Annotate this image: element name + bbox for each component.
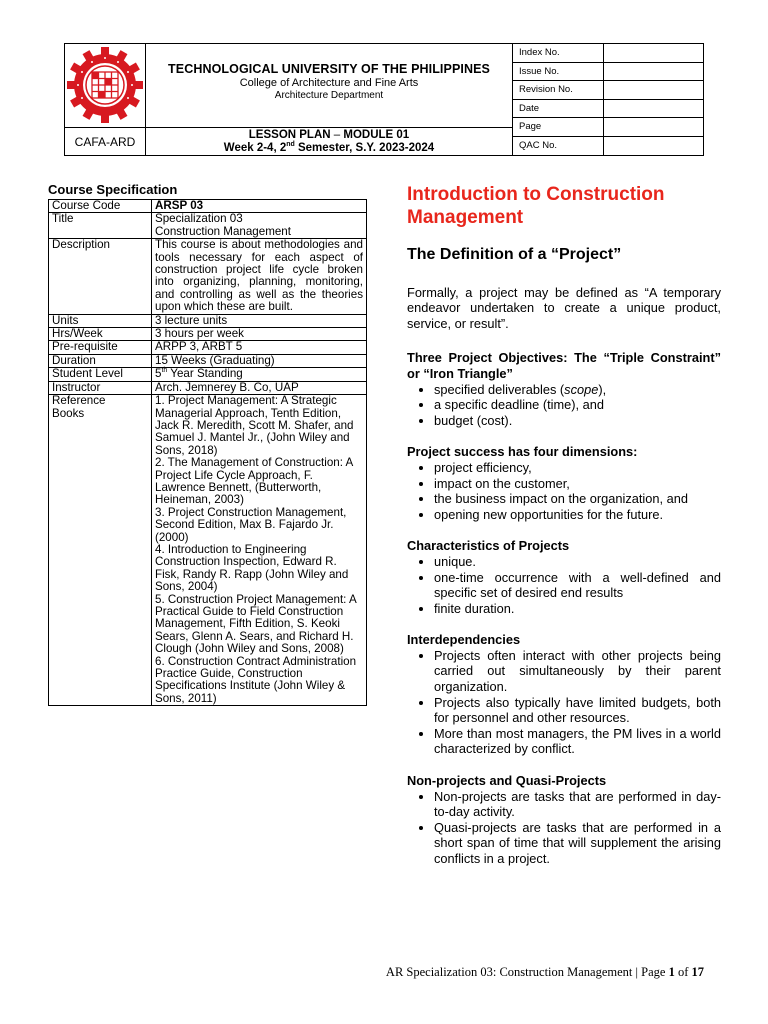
table-row [49, 354, 367, 367]
level-label: Student Level [49, 368, 152, 381]
non-projects-list [407, 789, 721, 867]
meta-row [513, 100, 704, 119]
footer-of: of [674, 965, 692, 979]
reference-item: 5. Construction Project Management: A Practical Guide to Field Construction Management, Fifth Edition, S. Keoki Sears, Glenn A. Sears, and Richard H. Clough (John Wiley and Sons, 2008) [155, 592, 357, 656]
reference-item: 3. Project Construction Management, Second Edition, Max B. Fajardo Jr. (2000) [155, 505, 347, 544]
prereq-label: Pre-requisite [49, 341, 152, 354]
college-name: College of Architecture and Fine Arts [239, 77, 419, 89]
university-block [146, 44, 512, 128]
page-footer [386, 965, 704, 980]
desc-value: This course is about methodologies and tools necessary for each aspect of construction project life cycle broken into organizing, planning, monitoring, and controlling as well as the theories upon which these are built. [152, 239, 367, 314]
lesson-plan-label: LESSON PLAN [248, 129, 331, 141]
reference-item: 2. The Management of Construction: A Project Life Cycle Approach, F. Lawrence Bennett, (Butterworth, Heineman, 2003) [155, 456, 353, 507]
meta-row [513, 44, 704, 63]
meta-value [604, 63, 704, 81]
meta-label: QAC No. [513, 137, 604, 156]
department-code: CAFA-ARD [65, 128, 146, 156]
characteristics-list [407, 554, 721, 616]
success-heading: Project success has four dimensions: [407, 444, 638, 460]
interdependencies-list [407, 648, 721, 757]
title-label: Title [49, 213, 152, 239]
reference-item: 1. Project Management: A Strategic Managerial Approach, Tenth Edition, Jack R. Meredith, Scott M. Shafer, and Samuel J. Mantel Jr., (John Wiley and Sons, 2018) [155, 394, 354, 457]
instructor-label: Instructor [49, 381, 152, 394]
table-row [49, 381, 367, 394]
reference-label-2: Books [52, 406, 85, 420]
reference-list [152, 395, 367, 706]
title-value [152, 213, 367, 239]
department-name: Architecture Department [274, 90, 384, 101]
meta-row [513, 81, 704, 100]
section-subtitle: The Definition of a “Project” [407, 246, 622, 263]
course-spec-table [48, 199, 367, 706]
lesson-plan-dash: – [330, 129, 344, 141]
table-row [49, 341, 367, 354]
semester-text: Semester, S.Y. 2023-2024 [294, 142, 435, 154]
title-line-2: Construction Management [155, 224, 291, 238]
table-row [49, 395, 367, 706]
list-item: • project efficiency, [434, 460, 721, 476]
units-value: 3 lecture units [152, 314, 367, 327]
reference-label [49, 395, 152, 706]
lesson-plan-block [146, 128, 512, 156]
meta-value [604, 44, 704, 62]
level-number: 5 [155, 367, 162, 381]
triple-constraint-list [407, 382, 721, 429]
meta-row [513, 63, 704, 82]
list-item [434, 382, 721, 398]
week-semester [146, 142, 512, 155]
code-label: Course Code [49, 200, 152, 213]
list-item: • opening new opportunities for the future. [434, 507, 721, 523]
level-text: Year Standing [167, 367, 243, 381]
list-item: • a specific deadline (time), and [434, 397, 721, 413]
item-text: specified deliverables ( [434, 381, 565, 397]
meta-value [604, 137, 704, 156]
reference-item: 4. Introduction to Engineering Construction Inspection, Edward R. Fisk, Randy R. Rapp (John Wiley and Sons, 2004) [155, 542, 349, 594]
week-sup: nd [286, 141, 295, 149]
list-item: • finite duration. [434, 601, 721, 617]
list-item: • impact on the customer, [434, 476, 721, 492]
list-item: • Non-projects are tasks that are performed in day-to-day activity. [434, 789, 721, 820]
meta-row [513, 137, 704, 156]
table-row [49, 314, 367, 327]
characteristics-heading: Characteristics of Projects [407, 538, 570, 554]
lesson-content [407, 183, 721, 867]
course-spec-title: Course Specification [48, 182, 178, 197]
meta-row [513, 118, 704, 137]
list-item: • More than most managers, the PM lives in a world characterized by conflict. [434, 726, 721, 757]
list-item: • Projects also typically have limited budgets, both for personnel and other resources. [434, 695, 721, 726]
triple-constraint-heading: Three Project Objectives: The “Triple Constraint” or “Iron Triangle” [407, 350, 721, 381]
duration-value: 15 Weeks (Graduating) [152, 354, 367, 367]
list-item: • budget (cost). [434, 413, 721, 429]
code-value: ARSP 03 [152, 200, 367, 213]
interdependencies-heading: Interdependencies [407, 632, 521, 648]
intro-paragraph: Formally, a project may be defined as “A temporary endeavor undertaken to create a unique product, service, or result”. [407, 284, 721, 331]
prereq-value: ARPP 3, ARBT 5 [152, 341, 367, 354]
level-sup: th [161, 367, 168, 375]
reference-label-1: Reference [52, 394, 106, 408]
table-row [49, 368, 367, 381]
module-label: MODULE 01 [343, 129, 410, 141]
list-item: • Projects often interact with other projects being carried out simultaneously by their parent organization. [434, 648, 721, 695]
meta-label: Date [513, 100, 604, 118]
non-projects-heading: Non-projects and Quasi-Projects [407, 773, 607, 789]
meta-label: Page [513, 118, 604, 136]
meta-label: Revision No. [513, 81, 604, 99]
document-header [64, 43, 704, 156]
list-item: • unique. [434, 554, 721, 570]
item-text-end: ), [598, 381, 607, 397]
meta-value [604, 100, 704, 118]
level-value [152, 368, 367, 381]
meta-label: Issue No. [513, 63, 604, 81]
table-row [49, 213, 367, 239]
table-row [49, 239, 367, 314]
list-item: • one-time occurrence with a well-defined and specific set of desired end results [434, 570, 721, 601]
lesson-title: Introduction to Construction Management [407, 184, 665, 228]
meta-value [604, 81, 704, 99]
week-text: Week 2-4, 2 [223, 142, 287, 154]
success-list [407, 460, 721, 522]
title-line-1: Specialization 03 [155, 212, 243, 226]
table-row [49, 328, 367, 341]
lesson-plan-title [146, 129, 512, 142]
document-meta-table [512, 44, 704, 156]
meta-value [604, 118, 704, 136]
duration-label: Duration [49, 354, 152, 367]
units-label: Units [49, 314, 152, 327]
list-item: • the business impact on the organization, and [434, 491, 721, 507]
table-row [49, 200, 367, 213]
page-total: 17 [691, 965, 704, 979]
hrs-label: Hrs/Week [49, 328, 152, 341]
logo-cell [65, 44, 146, 128]
page-number: 1 [668, 965, 675, 979]
instructor-value: Arch. Jemnerey B. Co, UAP [152, 381, 367, 394]
meta-label: Index No. [513, 44, 604, 62]
item-emphasis: scope [564, 381, 599, 397]
university-name: TECHNOLOGICAL UNIVERSITY OF THE PHILIPPINES [168, 62, 490, 76]
university-seal-logo [67, 47, 143, 123]
list-item: • Quasi-projects are tasks that are performed in a short span of time that will supplement the arising conflicts in a project. [434, 820, 721, 867]
desc-label: Description [49, 239, 152, 314]
hrs-value: 3 hours per week [152, 328, 367, 341]
footer-text: AR Specialization 03: Construction Management | Page [385, 965, 669, 979]
reference-item: 6. Construction Contract Administration Practice Guide, Construction Specifications Institute (John Wiley & Sons, 2011) [155, 654, 357, 705]
